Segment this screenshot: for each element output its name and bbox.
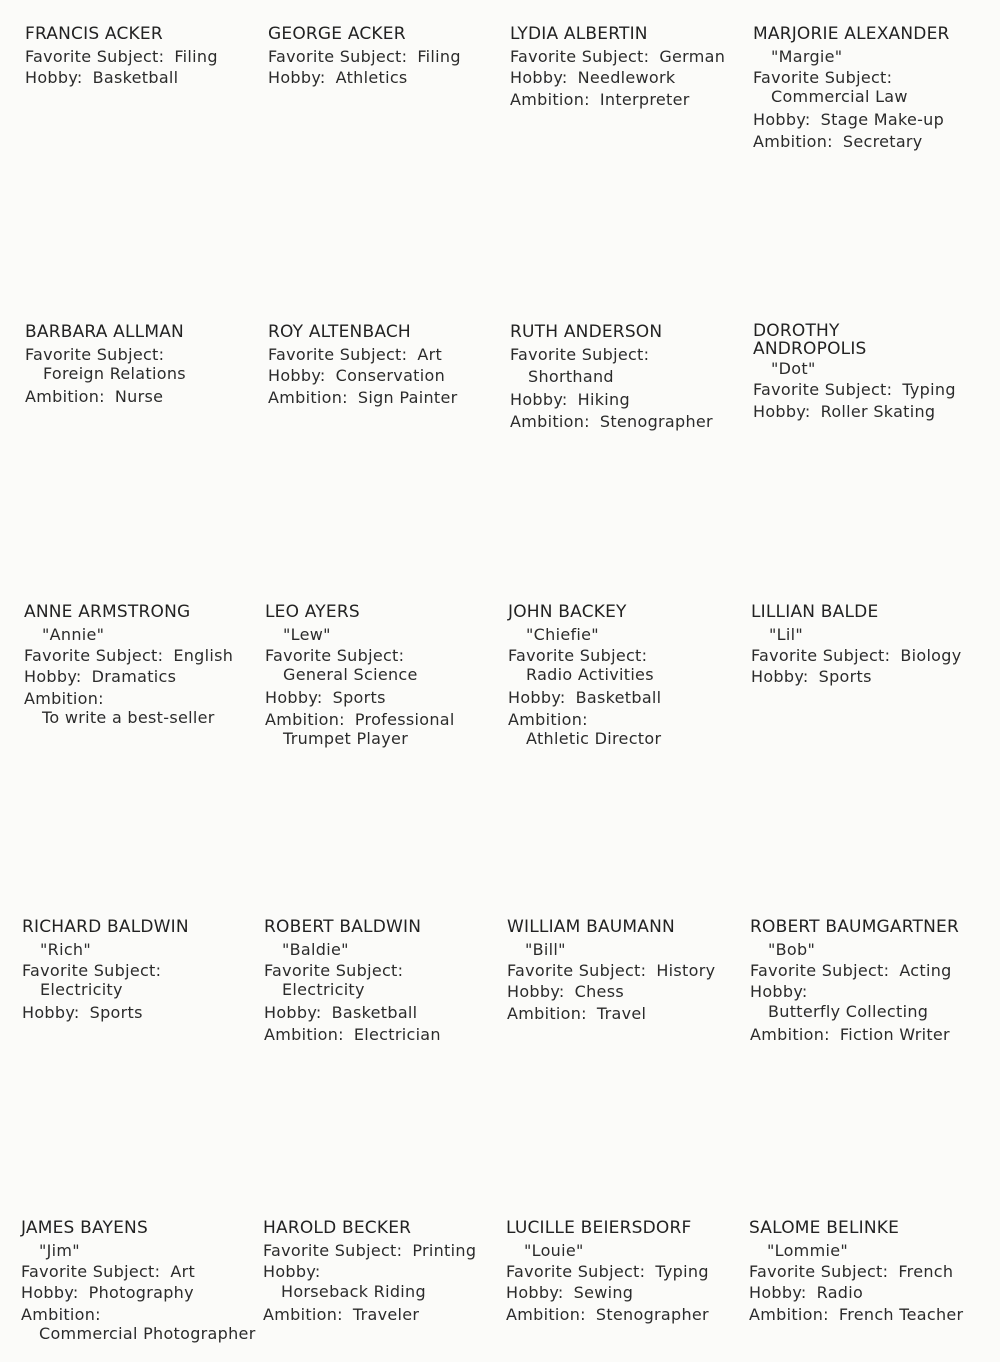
hobby-value: Butterfly Collecting [768,1001,929,1021]
hobby-label: Hobby: [506,1283,564,1302]
hobby-label: Hobby: [508,688,566,707]
student-entry [510,24,745,110]
favorite-subject-label: Favorite Subject: [510,46,650,66]
ambition-line [749,1304,984,1326]
student-name: GEORGE ACKER [268,24,406,44]
favorite-subject-label: Favorite Subject: [25,46,165,66]
favorite-subject-line [510,46,745,68]
hobby-line [22,1002,257,1024]
student-entry [749,1218,984,1325]
hobby-value: Horseback Riding [281,1281,426,1301]
favorite-subject-value: French [898,1261,954,1281]
student-nickname: "Lil" [769,624,804,644]
hobby-value: Photography [88,1283,194,1302]
favorite-subject-label: Favorite Subject: [25,344,165,364]
favorite-subject-label: Favorite Subject: [753,67,893,87]
hobby-line [751,666,986,688]
favorite-subject-label: Favorite Subject: [22,960,162,980]
hobby-value: Basketball [92,68,179,87]
favorite-subject-label: Favorite Subject: [753,380,893,399]
student-nickname: "Rich" [40,939,92,959]
student-name: RUTH ANDERSON [510,322,663,342]
hobby-line [510,389,745,411]
student-name: MARJORIE ALEXANDER [753,24,950,44]
hobby-label: Hobby: [263,1262,321,1281]
ambition-line [265,709,500,731]
student-name: JOHN BACKEY [508,602,627,622]
student-entry [21,1218,256,1346]
ambition-value: To write a best-seller [42,708,215,727]
student-entry [25,24,260,89]
ambition-value: Stenographer [595,1304,709,1324]
hobby-line [268,365,503,387]
student-entry [507,917,742,1024]
student-nickname: "Dot" [771,359,816,378]
favorite-subject-line [24,645,259,667]
student-name: BARBARA ALLMAN [25,322,184,342]
ambition-value: Sign Painter [357,387,458,407]
hobby-value: Hiking [577,390,630,409]
student-entry [268,24,503,89]
student-nickname: "Baldie" [282,939,349,959]
favorite-subject-line [749,1261,984,1283]
ambition-value: Secretary [842,131,923,151]
hobby-label: Hobby: [265,688,323,707]
favorite-subject-value: English [173,645,234,665]
student-nickname: "Lommie" [767,1240,849,1260]
hobby-line [508,687,743,709]
favorite-subject-value: Printing [412,1240,477,1260]
student-nickname: "Louie" [524,1240,584,1260]
student-nickname: "Annie" [42,624,105,644]
student-name: ROY ALTENBACH [268,322,411,342]
student-entry [24,602,259,730]
ambition-value: French Teacher [838,1304,964,1324]
ambition-line [263,1304,498,1326]
favorite-subject-value: German [659,46,726,66]
ambition-line [510,89,745,111]
ambition-value: Travel [596,1003,647,1023]
hobby-value: Radio [816,1283,864,1302]
ambition-label: Ambition: [265,709,345,729]
ambition-value: Interpreter [599,89,690,109]
hobby-value: Chess [574,982,624,1001]
hobby-value: Athletics [335,68,408,87]
favorite-subject-value: General Science [283,665,418,684]
student-entry [263,1218,498,1325]
hobby-line [24,666,259,688]
ambition-line [510,411,745,433]
favorite-subject-value: Foreign Relations [43,364,186,383]
ambition-line [264,1024,499,1046]
student-name: WILLIAM BAUMANN [507,917,675,937]
ambition-value: Fiction Writer [839,1024,950,1044]
favorite-subject-value: Filing [417,46,461,66]
ambition-label: Ambition: [263,1304,343,1324]
student-name: LYDIA ALBERTIN [510,24,648,44]
ambition-value: Electrician [353,1024,441,1044]
favorite-subject-value: History [656,960,716,980]
favorite-subject-value: Electricity [282,980,365,999]
hobby-line [268,67,503,89]
favorite-subject-line [750,960,985,982]
hobby-label: Hobby: [22,1003,80,1022]
student-name: SALOME BELINKE [749,1218,900,1238]
student-name: ANNE ARMSTRONG [24,602,191,622]
hobby-label: Hobby: [510,390,568,409]
student-entry [268,322,503,408]
hobby-label: Hobby: [268,366,326,385]
hobby-value: Needlework [577,68,676,87]
student-name: LUCILLE BEIERSDORF [506,1218,692,1238]
student-entry [510,322,745,432]
favorite-subject-line [507,960,742,982]
hobby-label: Hobby: [751,667,809,686]
favorite-subject-value: Electricity [40,980,123,999]
student-name: LEO AYERS [265,602,360,622]
hobby-label: Hobby: [24,667,82,686]
student-name: FRANCIS ACKER [25,24,163,44]
ambition-line [268,387,503,409]
ambition-label: Ambition: [25,387,105,406]
favorite-subject-line [268,344,503,366]
ambition-line [753,131,988,153]
favorite-subject-value: Shorthand [528,367,614,386]
hobby-value: Sports [89,1003,143,1022]
hobby-label: Hobby: [25,68,83,87]
ambition-label: Ambition: [507,1003,587,1023]
student-name-last: ANDROPOLIS [753,339,867,359]
favorite-subject-label: Favorite Subject: [750,960,890,980]
hobby-value: Basketball [575,688,662,707]
student-entry [751,602,986,688]
ambition-value: Professional [354,709,455,729]
student-entry [22,917,257,1024]
hobby-line [265,687,500,709]
student-name: JAMES BAYENS [21,1218,148,1238]
hobby-line [21,1282,256,1304]
ambition-line [750,1024,985,1046]
ambition-value: Nurse [114,387,164,406]
ambition-line [506,1304,741,1326]
ambition-value: Commercial Photographer [39,1324,256,1343]
student-name-first: DOROTHY [753,321,840,341]
favorite-subject-line [753,379,988,401]
ambition-value-continued: Trumpet Player [283,729,409,748]
student-nickname: "Chiefie" [526,624,599,644]
hobby-line [753,109,988,131]
favorite-subject-label: Favorite Subject: [263,1240,403,1260]
hobby-value: Conservation [335,366,446,385]
ambition-label: Ambition: [21,1304,101,1324]
favorite-subject-value: Acting [899,960,952,980]
favorite-subject-line [506,1261,741,1283]
favorite-subject-line [25,46,260,68]
student-entry [753,24,988,152]
hobby-line [510,67,745,89]
favorite-subject-label: Favorite Subject: [749,1261,889,1281]
favorite-subject-label: Favorite Subject: [268,344,408,364]
student-nickname: "Margie" [771,46,843,66]
hobby-label: Hobby: [753,401,811,421]
ambition-value: Traveler [352,1304,420,1324]
ambition-value: Stenographer [599,411,713,431]
student-entry [25,322,260,408]
ambition-label: Ambition: [510,89,590,109]
favorite-subject-value: Typing [655,1261,709,1281]
ambition-label: Ambition: [264,1024,344,1044]
hobby-line [753,401,988,423]
ambition-value: Athletic Director [526,729,662,748]
favorite-subject-value: Commercial Law [771,87,908,106]
hobby-label: Hobby: [510,68,568,87]
ambition-label: Ambition: [753,131,833,151]
favorite-subject-value: Filing [174,46,218,66]
favorite-subject-value: Art [417,344,443,364]
hobby-line [264,1002,499,1024]
hobby-value: Sports [332,688,386,707]
hobby-line [749,1282,984,1304]
student-nickname: "Bob" [768,939,816,959]
student-nickname: "Lew" [283,624,331,644]
ambition-label: Ambition: [506,1304,586,1324]
hobby-value: Stage Make-up [820,110,945,129]
favorite-subject-label: Favorite Subject: [508,645,648,665]
favorite-subject-line [751,645,986,667]
ambition-label: Ambition: [750,1024,830,1044]
hobby-value: Roller Skating [820,401,936,421]
hobby-line [506,1282,741,1304]
favorite-subject-value: Radio Activities [526,665,654,684]
student-name: ROBERT BAUMGARTNER [750,917,959,937]
favorite-subject-line [263,1240,498,1262]
hobby-label: Hobby: [749,1283,807,1302]
hobby-line [25,67,260,89]
ambition-label: Ambition: [749,1304,829,1324]
favorite-subject-line [21,1261,256,1283]
hobby-label: Hobby: [750,982,808,1001]
hobby-value: Sports [818,667,872,686]
favorite-subject-label: Favorite Subject: [268,46,408,66]
ambition-line [25,386,260,408]
student-entry [506,1218,741,1325]
ambition-label: Ambition: [508,709,588,729]
hobby-label: Hobby: [268,68,326,87]
student-entry [265,602,500,751]
student-name: ROBERT BALDWIN [264,917,422,937]
hobby-value: Dramatics [91,667,177,686]
favorite-subject-label: Favorite Subject: [265,645,405,665]
favorite-subject-label: Favorite Subject: [264,960,404,980]
favorite-subject-label: Favorite Subject: [507,960,647,980]
favorite-subject-label: Favorite Subject: [24,645,164,665]
student-nickname: "Jim" [39,1240,80,1260]
hobby-label: Hobby: [507,982,565,1001]
student-nickname: "Bill" [525,939,566,959]
favorite-subject-label: Favorite Subject: [751,645,891,665]
favorite-subject-value: Typing [902,380,956,399]
hobby-value: Basketball [331,1003,418,1022]
student-name: RICHARD BALDWIN [22,917,189,937]
hobby-label: Hobby: [264,1003,322,1022]
hobby-line [507,981,742,1003]
student-name: LILLIAN BALDE [751,602,879,622]
student-entry [508,602,743,751]
favorite-subject-label: Favorite Subject: [506,1261,646,1281]
student-entry [750,917,985,1045]
hobby-label: Hobby: [753,110,811,129]
ambition-label: Ambition: [24,688,104,708]
favorite-subject-label: Favorite Subject: [21,1261,161,1281]
favorite-subject-label: Favorite Subject: [510,344,650,364]
favorite-subject-value: Biology [900,645,962,665]
student-entry [264,917,499,1045]
student-name: HAROLD BECKER [263,1218,412,1238]
favorite-subject-value: Art [170,1261,196,1281]
ambition-label: Ambition: [510,411,590,431]
ambition-label: Ambition: [268,387,348,407]
hobby-label: Hobby: [21,1283,79,1302]
ambition-line [507,1003,742,1025]
student-entry [753,322,988,422]
hobby-value: Sewing [573,1283,634,1302]
favorite-subject-line [268,46,503,68]
